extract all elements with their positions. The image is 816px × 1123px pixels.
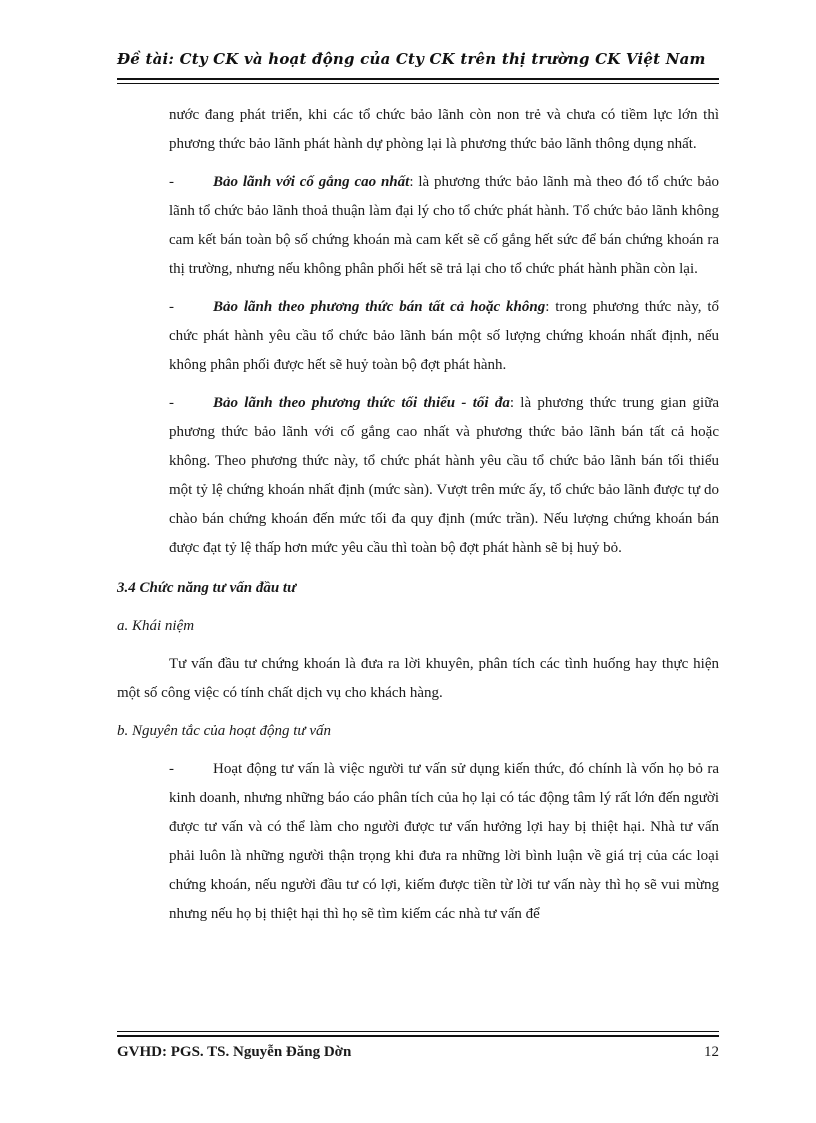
footer-rule-thick bbox=[117, 1035, 719, 1037]
page-footer bbox=[117, 1044, 719, 1061]
bullet-text: : trong phương thức này, tổ chức phát hành yêu cầu tổ chức bảo lãnh bán một số lượng chứng khoán nhất định, nếu không phân phối được hết sẽ huỷ toàn bộ đợt phát hành. bbox=[169, 299, 719, 373]
page-header-title: Đề tài: Cty CK và hoạt động của Cty CK trên thị trường CK Việt Nam bbox=[117, 50, 706, 68]
page-number: 12 bbox=[704, 1044, 719, 1060]
subheading-b: b. Nguyên tắc của hoạt động tư vấn bbox=[117, 723, 331, 739]
bullet-min-max bbox=[117, 389, 719, 563]
bullet-term: Bảo lãnh theo phương thức bán tất cả hoặc không bbox=[213, 299, 546, 315]
page-body bbox=[117, 101, 719, 929]
bullet-dash: - bbox=[169, 299, 174, 315]
bullet-term: Bảo lãnh theo phương thức tối thiểu - tối đa bbox=[213, 395, 510, 411]
bullet-text: : là phương thức trung gian giữa phương thức bảo lãnh với cố gắng cao nhất và phương thức bảo lãnh bán tất cả hoặc không. Theo phương thức này, tổ chức phát hành yêu cầu tổ chức bảo lãnh bán tối thiểu một tỷ lệ chứng khoán nhất định (mức sàn). Vượt trên mức ấy, tổ chức bảo lãnh được tự do chào bán chứng khoán đến mức tối đa quy định (mức trần). Nếu lượng chứng khoán bán được đạt tỷ lệ thấp hơn mức yêu cầu thì toàn bộ đợt phát hành sẽ bị huỷ bỏ. bbox=[169, 395, 719, 556]
bullet-dash: - bbox=[169, 761, 174, 777]
bullet-term: Bảo lãnh với cố gắng cao nhất bbox=[213, 174, 410, 190]
footer-author: GVHD: PGS. TS. Nguyễn Đăng Dờn bbox=[117, 1044, 352, 1060]
bullet-all-or-none bbox=[117, 293, 719, 380]
bullet-advisory-principle bbox=[117, 755, 719, 929]
bullet-dash: - bbox=[169, 174, 174, 190]
bullet-text: Hoạt động tư vấn là việc người tư vấn sử dụng kiến thức, đó chính là vốn họ bỏ ra kinh doanh, nhưng những báo cáo phân tích của họ lại có tác động tâm lý rất lớn đến người được tư vấn và có thể làm cho người được tư vấn hưởng lợi hay bị thiệt hại. Nhà tư vấn phải luôn là những người thận trọng khi đưa ra những lời bình luận về giá trị của các loại chứng khoán, nếu người đầu tư có lợi, kiếm được tiền từ lời tư vấn này thì họ sẽ vui mừng nhưng nếu họ bị thiệt hại thì họ sẽ tìm kiếm các nhà tư vấn để bbox=[169, 761, 719, 922]
bullet-best-efforts bbox=[117, 168, 719, 284]
section-heading: 3.4 Chức năng tư vấn đầu tư bbox=[117, 580, 297, 596]
header-rule-thick bbox=[117, 78, 719, 80]
footer-rule-thin bbox=[117, 1031, 719, 1032]
bullet-dash: - bbox=[169, 395, 174, 411]
paragraph-definition: Tư vấn đầu tư chứng khoán là đưa ra lời khuyên, phân tích các tình huống hay thực hiện một số công việc có tính chất dịch vụ cho khách hàng. bbox=[117, 656, 719, 701]
bullet-text: : là phương thức bảo lãnh mà theo đó tổ chức bảo lãnh tổ chức bảo lãnh thoả thuận làm đại lý cho tổ chức phát hành. Tổ chức bảo lãnh không cam kết bán toàn bộ số chứng khoán mà cam kết sẽ cố gắng hết sức để bán chứng khoán ra thị trường, nhưng nếu không phân phối hết sẽ trả lại cho tổ chức phát hành phần còn lại. bbox=[169, 174, 719, 277]
header-rule-thin bbox=[117, 83, 719, 84]
paragraph-continuation: nước đang phát triển, khi các tổ chức bảo lãnh còn non trẻ và chưa có tiềm lực lớn thì phương thức bảo lãnh phát hành dự phòng lại là phương thức bảo lãnh thông dụng nhất. bbox=[169, 107, 719, 152]
subheading-a: a. Khái niệm bbox=[117, 618, 195, 634]
